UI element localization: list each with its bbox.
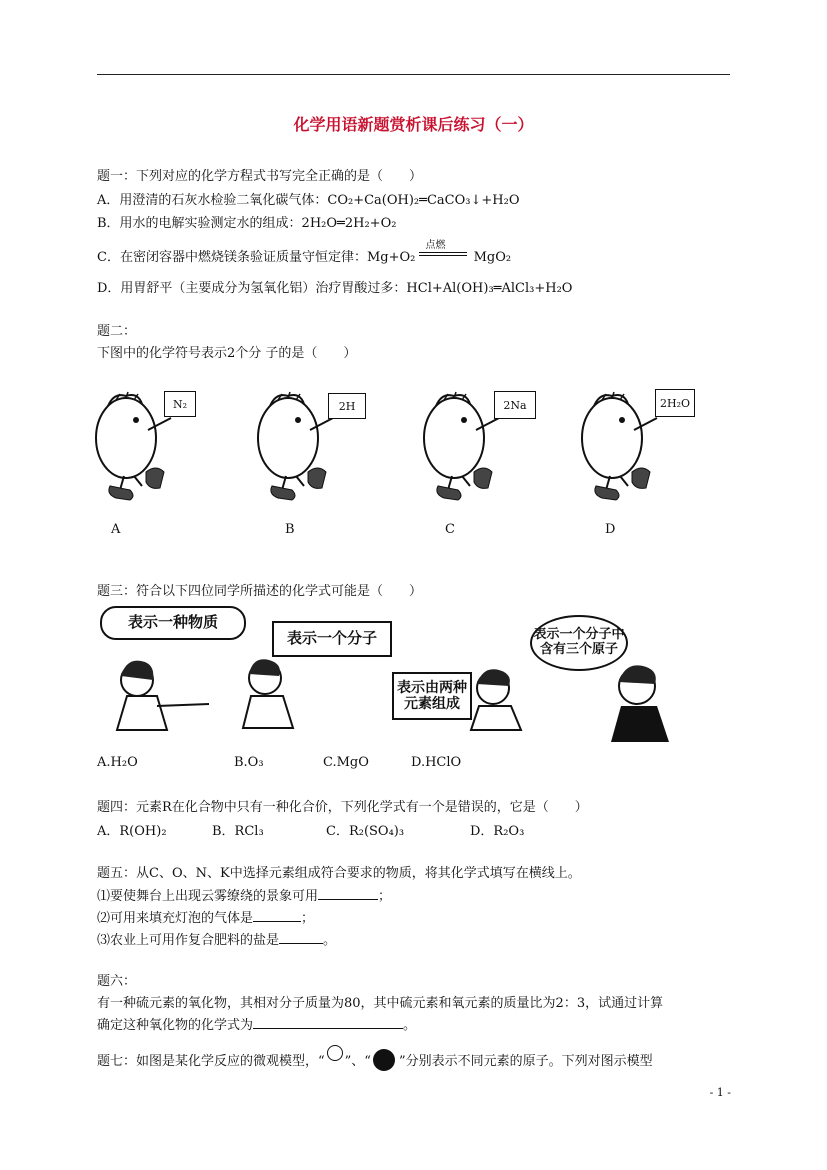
answer-blank-1[interactable]: [318, 887, 378, 900]
q4-option-b: B．RCl₃: [212, 824, 264, 839]
page-title: 化学用语新题赏析课后练习（一）: [293, 115, 534, 134]
q2-label: 题二：: [97, 324, 137, 339]
q7-text-mid: ”、“: [344, 1054, 371, 1069]
q2-stem: 下图中的化学符号表示2个分 子的是（ ）: [97, 346, 357, 361]
q4-option-a: A．R(OH)₂: [97, 824, 167, 839]
sign-c: 2Na: [494, 391, 536, 419]
reaction-condition: 点燃: [425, 240, 446, 251]
figure-b: [258, 392, 333, 500]
q5-item-1-text: ⑴要使舞台上出现云雾缭绕的景象可用: [97, 889, 319, 904]
q6-label: 题六：: [97, 974, 137, 989]
speech-bubble-2: 表示一个分子: [272, 621, 392, 657]
q1-option-a: A．用澄清的石灰水检验二氧化碳气体：CO₂+Ca(OH)₂═CaCO₃↓+H₂O: [97, 193, 520, 208]
speech-bubble-4: 表示一个分子中含有三个原子: [530, 615, 628, 671]
answer-blank-2[interactable]: [253, 909, 301, 922]
sign-b: 2H: [328, 393, 366, 419]
page-number: - 1 -: [709, 1086, 731, 1099]
q7-text-pre: 题七：如图是某化学反应的微观模型，“: [97, 1054, 325, 1069]
q5-item-2: [97, 907, 314, 926]
answer-blank-4[interactable]: [253, 1016, 403, 1029]
q5-item-1-end: ；: [378, 889, 392, 904]
q1-option-c: [97, 240, 512, 265]
q5-item-2-text: ⑵可用来填充灯泡的气体是: [97, 911, 254, 926]
panel-label-d: D: [605, 522, 616, 537]
q7-text-post: ”分别表示不同元素的原子。下列对图示模型: [398, 1054, 653, 1069]
q1-option-d: D．用胃舒平（主要成分为氢氧化铝）治疗胃酸过多：HCl+Al(OH)₃═AlCl₃+H₂O: [97, 281, 573, 296]
sign-a: N₂: [164, 391, 196, 417]
q5-item-3: [97, 929, 336, 948]
q1-option-b: B．用水的电解实验测定水的组成：2H₂O═2H₂+O₂: [97, 216, 397, 231]
q3-option-d: D.HClO: [411, 755, 462, 770]
q3-option-b: B.O₃: [234, 755, 264, 770]
panel-label-a: A: [111, 522, 121, 537]
q6-line-2: [97, 1014, 416, 1033]
q4-option-c: C．R₂(SO₄)₃: [326, 824, 405, 839]
figure-d: [582, 392, 657, 500]
q6-line-2-text: 确定这种氧化物的化学式为: [97, 1018, 254, 1033]
figure-c: [424, 392, 499, 500]
speech-bubble-1: 表示一种物质: [100, 606, 246, 640]
q1-option-c-product: MgO₂: [473, 250, 512, 265]
panel-label-b: B: [285, 522, 295, 537]
q6-line-1: 有一种硫元素的氧化物，其相对分子质量为80，其中硫元素和氧元素的质量比为2：3，试通过计算: [97, 996, 664, 1011]
panel-label-c: C: [445, 522, 455, 537]
q7-line: [97, 1050, 653, 1069]
q6-line-2-end: 。: [403, 1018, 417, 1033]
answer-blank-3[interactable]: [279, 931, 323, 944]
reaction-arrow: [419, 240, 469, 261]
q5-item-3-end: 。: [323, 933, 337, 948]
q3-option-c: C.MgO: [323, 755, 369, 770]
header-rule: [97, 74, 730, 75]
q1-option-c-text: C．在密闭容器中燃烧镁条验证质量守恒定律：Mg+O₂: [97, 250, 416, 265]
q5-item-1: [97, 885, 391, 904]
sign-d: 2H₂O: [655, 389, 695, 417]
figure-a: [96, 392, 171, 500]
q4-option-d: D．R₂O₃: [470, 824, 525, 839]
speech-bubble-3: 表示由两种元素组成: [392, 672, 472, 720]
q4-stem: 题四：元素R在化合物中只有一种化合价，下列化学式有一个是错误的，它是（ ）: [97, 800, 588, 815]
q3-option-a: A.H₂O: [97, 755, 138, 770]
q5-stem: 题五：从C、O、N、K中选择元素组成符合要求的物质，将其化学式填写在横线上。: [97, 866, 581, 881]
q5-item-3-text: ⑶农业上可用作复合肥料的盐是: [97, 933, 280, 948]
q1-stem: 题一：下列对应的化学方程式书写完全正确的是（ ）: [97, 169, 423, 184]
q3-stem: 题三：符合以下四位同学所描述的化学式可能是（ ）: [97, 584, 423, 599]
q5-item-2-end: ；: [301, 911, 315, 926]
